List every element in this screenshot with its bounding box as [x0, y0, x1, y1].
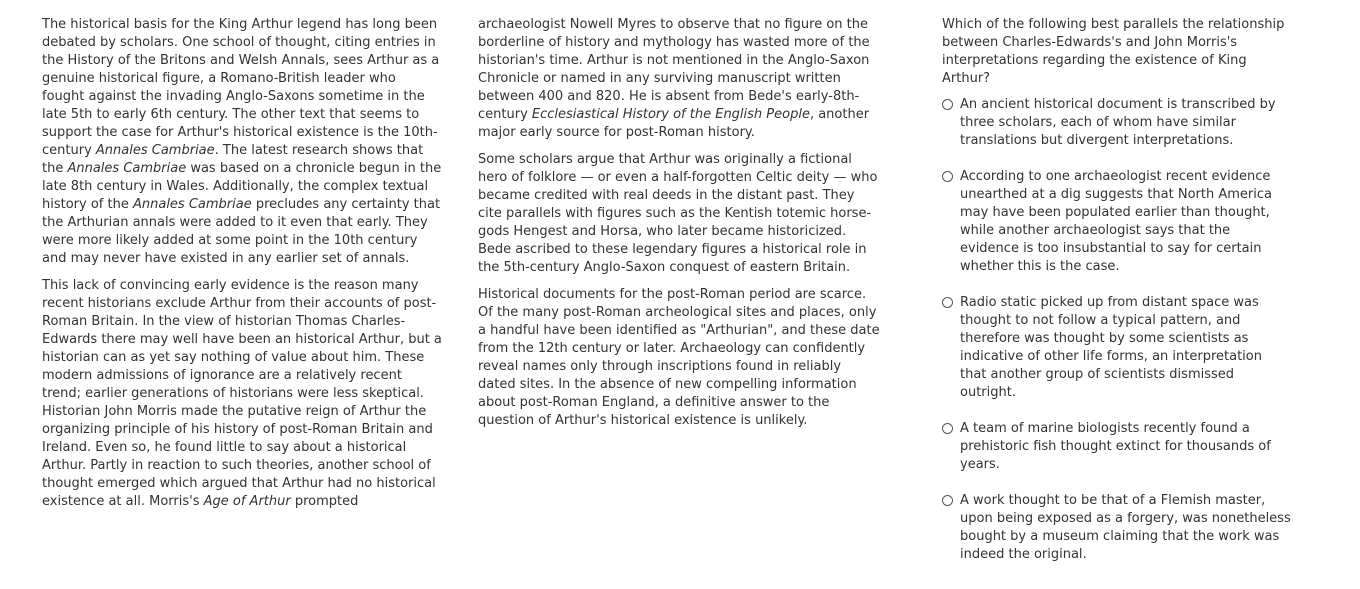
answer-choice-label: A work thought to be that of a Flemish master, upon being exposed as a forgery, was nonetheless bought by a museum claiming that the work was indeed the original.	[960, 493, 1291, 562]
radio-button[interactable]	[942, 495, 953, 506]
passage-paragraph: This lack of convincing early evidence is the reason many recent historians exclude Arthur from their accounts of post-Roman Britain. In the view of historian Thomas Charles-Edwards there may well have been an historical Arthur, but a historian can as yet say nothing of value about him. These modern admissions of ignorance are a relatively recent trend; earlier generations of historians were less skeptical. Historian John Morris made the putative reign of Arthur the organizing principle of his history of post-Roman Britain and Ireland. Even so, he found little to say about a historical Arthur. Partly in reaction to such theories, another school of thought emerged which argued that Arthur had no historical existence at all. Morris's Age of Arthur prompted	[42, 278, 442, 509]
passage-paragraph: Some scholars argue that Arthur was originally a fictional hero of folklore — or even a half-forgotten Celtic deity — who became credited with real deeds in the distant past. They cite parallels with figures such as the Kentish totemic horse-gods Hengest and Horsa, who later became historicized. Bede ascribed to these legendary figures a historical role in the 5th-century Anglo-Saxon conquest of eastern Britain.	[478, 152, 878, 275]
answer-choice-label: A team of marine biologists recently found a prehistoric fish thought extinct for thousands of years.	[960, 421, 1271, 472]
question-prompt: Which of the following best parallels the relationship between Charles-Edwards's and John Morris's interpretations regarding the existence of King Arthur?	[942, 17, 1285, 86]
answer-choice-label: An ancient historical document is transcribed by three scholars, each of whom have similar translations but divergent interpretations.	[960, 97, 1276, 148]
question-panel	[942, 16, 1292, 582]
italic-title: Annales Cambriae	[132, 197, 252, 212]
passage-paragraph: Historical documents for the post-Roman period are scarce. Of the many post-Roman archeological sites and places, only a handful have been identified as "Arthurian", and these date from the 12th century or later. Archaeology can confidently reveal names only through inscriptions found in reliably dated sites. In the absence of new compelling information about post-Roman England, a definitive answer to the question of Arthur's historical existence is unlikely.	[478, 287, 880, 428]
answer-choice-5[interactable]	[942, 492, 1292, 564]
answer-choice-1[interactable]	[942, 96, 1292, 150]
italic-title: Ecclesiastical History of the English People	[531, 107, 810, 122]
passage-column-2	[478, 16, 880, 439]
passage-paragraph: The historical basis for the King Arthur legend has long been debated by scholars. One school of thought, citing entries in the History of the Britons and Welsh Annals, sees Arthur as a genuine historical figure, a Romano-British leader who fought against the invading Anglo-Saxons sometime in the late 5th to early 6th century. The other text that seems to support the case for Arthur's historical existence is the 10th-century Annales Cambriae. The latest research shows that the Annales Cambriae was based on a chronicle begun in the late 8th century in Wales. Additionally, the complex textual history of the Annales Cambriae precludes any certainty that the Arthurian annals were added to it even that early. They were more likely added at some point in the 10th century and may never have existed in any earlier set of annals.	[42, 17, 442, 266]
passage-column-1	[42, 16, 442, 520]
italic-title: Annales Cambriae	[67, 161, 187, 176]
italic-title: Age of Arthur	[203, 494, 291, 509]
answer-choice-label: According to one archaeologist recent evidence unearthed at a dig suggests that North America may have been populated earlier than thought, while another archaeologist says that the evidence is too insubstantial to say for certain whether this is the case.	[960, 169, 1272, 274]
italic-title: Annales Cambriae	[95, 143, 215, 158]
answer-choice-2[interactable]	[942, 168, 1292, 276]
answer-choice-label: Radio static picked up from distant space was thought to not follow a typical pattern, and therefore was thought by some scientists as indicative of other life forms, an interpretation that another group of scientists dismissed outright.	[960, 295, 1262, 400]
passage-paragraph: archaeologist Nowell Myres to observe that no figure on the borderline of history and mythology has wasted more of the historian's time. Arthur is not mentioned in the Anglo-Saxon Chronicle or named in any surviving manuscript written between 400 and 820. He is absent from Bede's early-8th-century Ecclesiastical History of the English People, another major early source for post-Roman history.	[478, 17, 870, 140]
radio-button[interactable]	[942, 423, 953, 434]
radio-button[interactable]	[942, 99, 953, 110]
radio-button[interactable]	[942, 171, 953, 182]
answer-choices	[942, 96, 1292, 564]
radio-button[interactable]	[942, 297, 953, 308]
answer-choice-3[interactable]	[942, 294, 1292, 402]
answer-choice-4[interactable]	[942, 420, 1292, 474]
